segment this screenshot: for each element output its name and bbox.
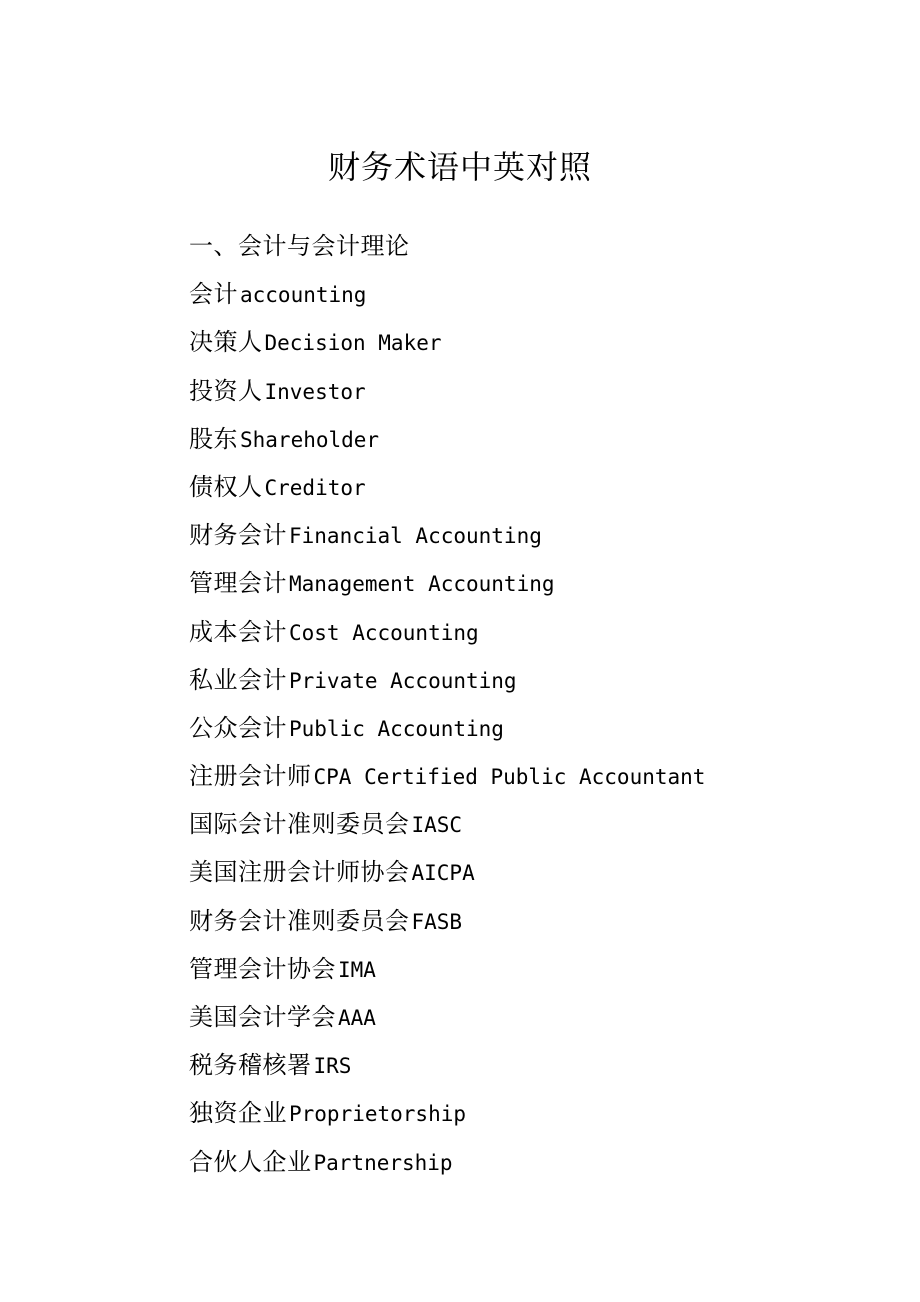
glossary-entry [189, 945, 705, 993]
glossary-entry [189, 270, 705, 318]
term-chinese: 财务会计准则委员会 [189, 906, 410, 935]
term-chinese: 美国会计学会 [189, 1003, 336, 1031]
glossary-entry [189, 318, 705, 366]
term-chinese: 会计 [189, 280, 238, 309]
term-chinese: 股东 [189, 424, 238, 453]
term-english: Cost Accounting [289, 620, 479, 645]
glossary-list [189, 222, 705, 1186]
term-chinese: 独资企业 [189, 1099, 287, 1128]
term-english: IMA [338, 957, 376, 982]
term-english: Investor [264, 379, 366, 404]
term-chinese: 私业会计 [189, 665, 287, 694]
term-english: IRS [313, 1054, 352, 1079]
term-english: Creditor [264, 475, 366, 500]
term-chinese: 管理会计协会 [189, 954, 336, 983]
glossary-entry [189, 367, 705, 415]
term-chinese: 债权人 [189, 472, 263, 501]
term-english: Partnership [313, 1150, 453, 1175]
term-english: accounting [240, 283, 367, 308]
term-english: Public Accounting [289, 716, 504, 741]
glossary-entry [189, 848, 705, 896]
glossary-entry [189, 559, 705, 607]
term-chinese: 管理会计 [189, 569, 287, 598]
term-chinese: 注册会计师 [189, 762, 312, 791]
term-chinese: 公众会计 [189, 713, 287, 742]
term-english: FASB [411, 909, 463, 934]
glossary-entry [189, 897, 705, 945]
term-english: Financial Accounting [289, 524, 542, 549]
glossary-entry [189, 704, 705, 752]
term-english: Private Accounting [289, 668, 517, 693]
term-english: Proprietorship [289, 1102, 467, 1127]
term-chinese: 投资人 [189, 376, 263, 405]
glossary-entry [189, 1041, 705, 1089]
glossary-entry [189, 608, 705, 656]
term-english: Management Accounting [289, 572, 555, 597]
glossary-entry [189, 993, 705, 1041]
glossary-entry [189, 656, 705, 704]
term-chinese: 国际会计准则委员会 [189, 810, 410, 839]
term-english: Shareholder [240, 427, 380, 452]
term-chinese: 财务会计 [189, 521, 287, 550]
term-english: AICPA [411, 861, 475, 886]
term-english: Decision Maker [264, 331, 442, 356]
section-heading [189, 222, 705, 270]
term-english: CPA Certified Public Accountant [313, 765, 706, 790]
glossary-entry [189, 415, 705, 463]
term-chinese: 美国注册会计师协会 [189, 858, 410, 887]
glossary-entry [189, 511, 705, 559]
glossary-entry [189, 752, 705, 800]
term-chinese: 成本会计 [189, 617, 287, 646]
term-chinese: 决策人 [189, 328, 263, 357]
term-chinese: 税务稽核署 [189, 1051, 312, 1080]
glossary-entry [189, 1089, 705, 1137]
section-heading-text: 一、会计与会计理论 [189, 232, 410, 260]
term-chinese: 合伙人企业 [189, 1147, 312, 1176]
term-english: IASC [411, 813, 463, 838]
glossary-entry [189, 800, 705, 848]
term-english: AAA [338, 1006, 376, 1030]
glossary-entry [189, 463, 705, 511]
document-title: 财务术语中英对照 [327, 148, 592, 186]
glossary-entry [189, 1138, 705, 1186]
